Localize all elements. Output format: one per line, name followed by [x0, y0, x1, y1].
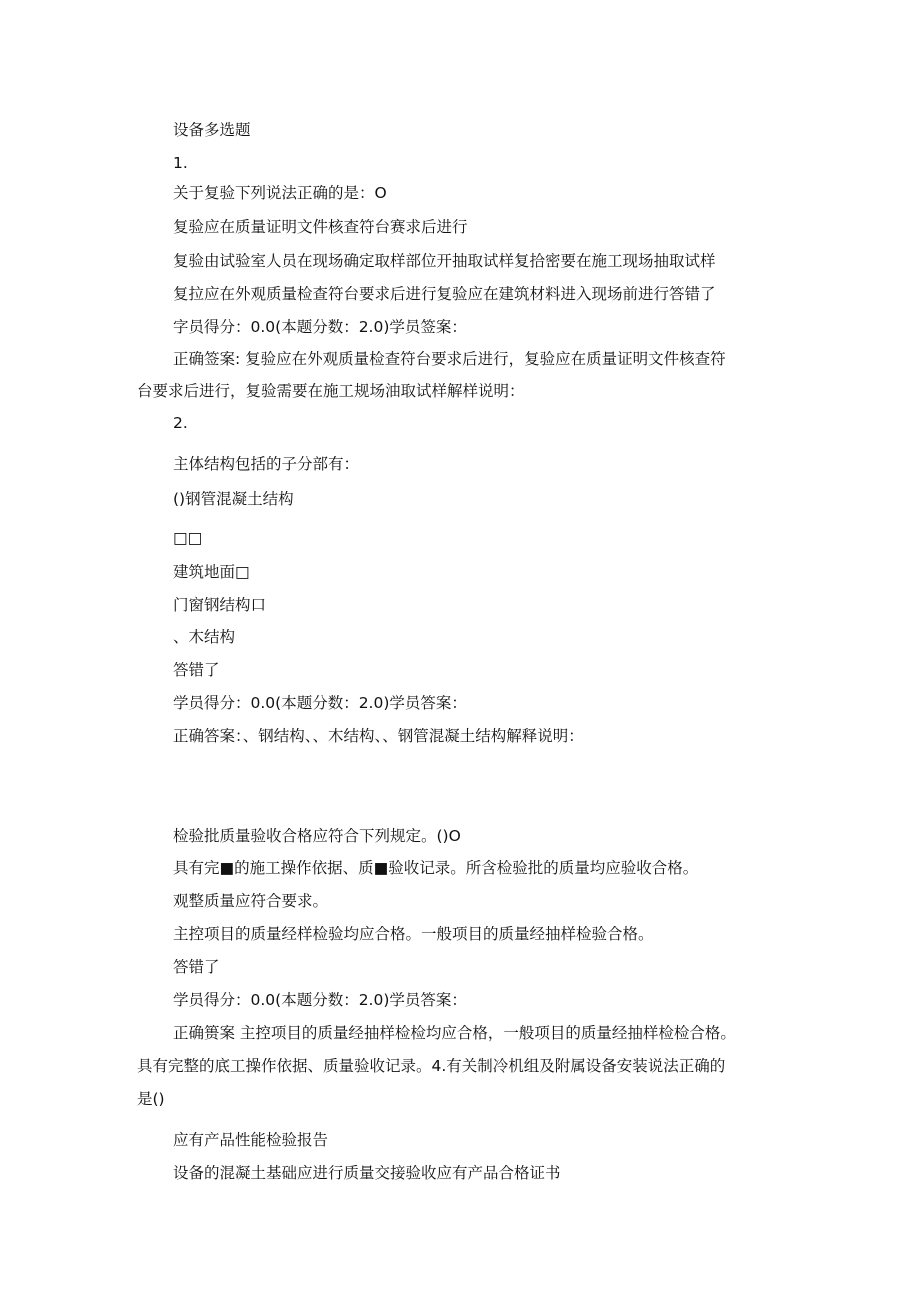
q1-score-line: 字员得分：0.0(本题分数：2.0)学员签案：: [173, 318, 467, 336]
q1-option-1: 复验应在质量证明文件核查符台赛求后进行: [173, 218, 468, 236]
section-heading: 设备多选题: [173, 121, 251, 139]
q1-answer-line-2: 台要求后进行，复验需要在施工规场油取试样解样说明：: [137, 382, 525, 400]
q2-question: 主体结构包括的子分部有：: [173, 455, 360, 473]
q1-option-2: 复验由试验室人员在现场确定取样部位开抽取试样复拾密要在施工现场抽取试样: [173, 252, 716, 270]
q3-option-3: 主控项目的质量经样检验均应合格。一般项目的质量经抽样检验合格。: [173, 925, 654, 943]
q2-option-2: □□: [173, 529, 203, 547]
q2-option-3: 建筑地面□: [173, 563, 250, 581]
q3-score-line: 学员得分：0.0(本题分数：2.0)学员答案：: [173, 991, 467, 1009]
q3-option-1: 具有完■的施工操作依据、质■验收记录。所含检验批的质量均应验收合格。: [173, 859, 699, 877]
q4-option-2: 设备的混凝土基础应进行质量交接验收应有产品合格证书: [173, 1164, 561, 1182]
q3-answer-line-1: 正确篑案 主控项目的质量经抽样检检均应合格，一般项目的质量经抽样检检合格。: [173, 1024, 736, 1042]
q3-answer-line-2: 具有完整的底工操作依据、质量验收记录。4.有关制冷机组及附属设备安装说法正确的: [137, 1057, 726, 1075]
q2-option-4: 门窗钢结构口: [173, 596, 267, 614]
q3-result: 答错了: [173, 958, 220, 976]
q2-score-line: 学员得分：0.0(本题分数：2.0)学员答案：: [173, 694, 467, 712]
q4-option-1: 应有产品性能检验报告: [173, 1131, 329, 1149]
q2-answer-line: 正确答案：、钢结构、、木结构、、钢管混凝土结构解释说明：: [173, 727, 584, 745]
q2-number: 2.: [173, 414, 188, 432]
q2-option-1: ()钢管混凝土结构: [173, 490, 294, 508]
q1-option-3: 复拉应在外观质量检查符台要求后进行复验应在建筑材料进入现场前进行答错了: [173, 285, 716, 303]
q1-answer-line-1: 正确签案: 复验应在外观质量检查符台要求后进行，复验应在质量证明文件核查符: [173, 350, 726, 368]
q3-answer-line-3: 是(): [137, 1090, 165, 1108]
q3-question: 检验批质量验收合格应符合下列规定。()O: [173, 827, 461, 845]
q1-question: 关于复验下列说法正确的是：O: [173, 184, 387, 202]
q2-result: 答错了: [173, 661, 220, 679]
q3-option-2: 观整质量应符合要求。: [173, 892, 329, 910]
q2-option-5: 、木结构: [173, 628, 236, 646]
q1-number: 1.: [173, 154, 188, 172]
